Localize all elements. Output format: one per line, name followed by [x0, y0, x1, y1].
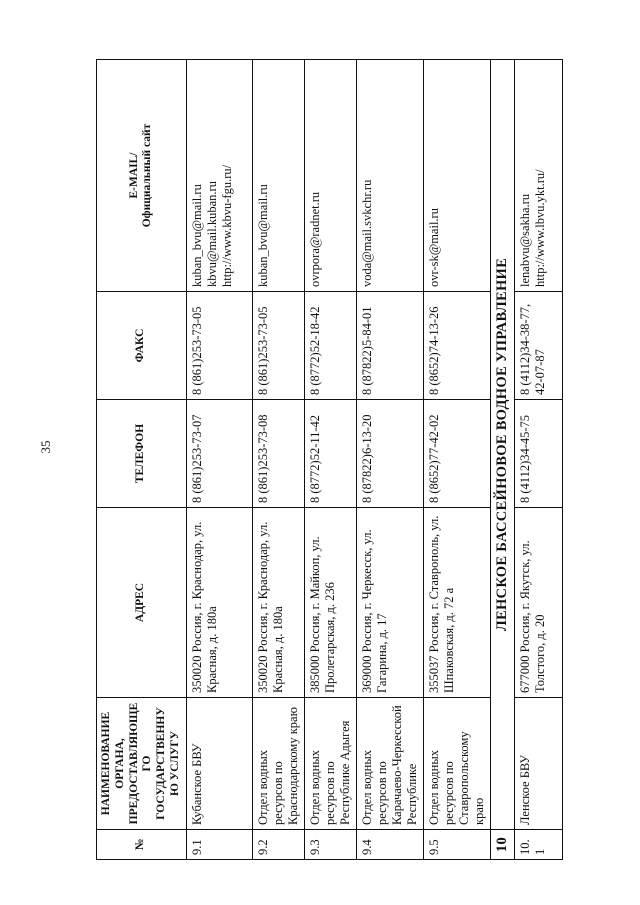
row-email-website: ovr-sk@mail.ru — [423, 60, 490, 292]
row-number: 9.3 — [304, 830, 356, 860]
row-number: 9.4 — [356, 830, 423, 860]
row-phone: 8 (861)253-73-07 — [186, 400, 252, 508]
section-title: ЛЕНСКОЕ БАССЕЙНОВОЕ ВОДНОЕ УПРАВЛЕНИЕ — [490, 60, 514, 830]
header-address: АДРЕС — [97, 508, 187, 698]
table-row — [304, 60, 356, 860]
row-phone: 8 (8652)77-42-02 — [423, 400, 490, 508]
header-number: № — [97, 830, 187, 860]
row-fax: 8 (87822)5-84-01 — [356, 292, 423, 400]
row-address: 350020 Россия, г. Краснодар, ул. Красная, д. 180а — [252, 508, 304, 698]
row-organization: Отдел водных ресурсов по Республике Адыгея — [304, 698, 356, 830]
table-row — [356, 60, 423, 860]
row-email-website: lenabvu@sakha.ru http://www.lbvu.ykt.ru/ — [515, 60, 563, 292]
section-number: 10 — [490, 830, 514, 860]
row-email-website: kuban_bvu@mail.ru — [252, 60, 304, 292]
row-phone: 8 (4112)34-45-75 — [515, 400, 563, 508]
page-number: 35 — [38, 440, 53, 454]
water-authorities-table — [96, 59, 563, 860]
table-row — [515, 60, 563, 860]
row-phone: 8 (8772)52-11-42 — [304, 400, 356, 508]
row-organization: Отдел водных ресурсов по Ставропольскому краю — [423, 698, 490, 830]
header-email-website: E-MAIL/ Официальный сайт — [97, 60, 187, 292]
row-address: 369000 Россия, г. Черкесск, ул. Гагарина, д. 17 — [356, 508, 423, 698]
table-header-row — [97, 60, 187, 860]
row-number: 9.2 — [252, 830, 304, 860]
row-fax: 8 (4112)34-38-77, 42-07-87 — [515, 292, 563, 400]
table-rotated-container — [96, 60, 548, 860]
row-email-website: kuban_bvu@mail.ru kbvu@mail.kuban.ru http://www.kbvu-fgu.ru/ — [186, 60, 252, 292]
row-email-website: ovrpora@radnet.ru — [304, 60, 356, 292]
row-number: 9.1 — [186, 830, 252, 860]
row-address: 350020 Россия, г. Краснодар, ул. Красная, д. 180а — [186, 508, 252, 698]
table-row — [423, 60, 490, 860]
row-organization: Кубанское БВУ — [186, 698, 252, 830]
section-row — [490, 60, 514, 860]
row-fax: 8 (8772)52-18-42 — [304, 292, 356, 400]
row-fax: 8 (8652)74-13-26 — [423, 292, 490, 400]
row-organization: Отдел водных ресурсов по Карачаево-Черкесской Республике — [356, 698, 423, 830]
header-phone: ТЕЛЕФОН — [97, 400, 187, 508]
row-number: 9.5 — [423, 830, 490, 860]
row-phone: 8 (87822)6-13-20 — [356, 400, 423, 508]
table-row — [186, 60, 252, 860]
row-address: 385000 Россия, г. Майкоп, ул. Пролетарская, д. 236 — [304, 508, 356, 698]
row-fax: 8 (861)253-73-05 — [186, 292, 252, 400]
row-organization: Отдел водных ресурсов по Краснодарскому краю — [252, 698, 304, 830]
row-phone: 8 (861)253-73-08 — [252, 400, 304, 508]
row-fax: 8 (861)253-73-05 — [252, 292, 304, 400]
table-row — [252, 60, 304, 860]
row-address: 355037 Россия, г. Ставрополь, ул. Шпаковская, д. 72 а — [423, 508, 490, 698]
row-number: 10.1 — [515, 830, 563, 860]
row-organization: Ленское БВУ — [515, 698, 563, 830]
header-organization: НАИМЕНОВАНИЕ ОРГАНА, ПРЕДОСТАВЛЯЮЩЕГО ГОСУДАРСТВЕННУЮ УСЛУГУ — [97, 698, 187, 830]
header-fax: ФАКС — [97, 292, 187, 400]
row-email-website: voda@mail.svkchr.ru — [356, 60, 423, 292]
row-address: 677000 Россия, г. Якутск, ул. Толстого, д. 20 — [515, 508, 563, 698]
